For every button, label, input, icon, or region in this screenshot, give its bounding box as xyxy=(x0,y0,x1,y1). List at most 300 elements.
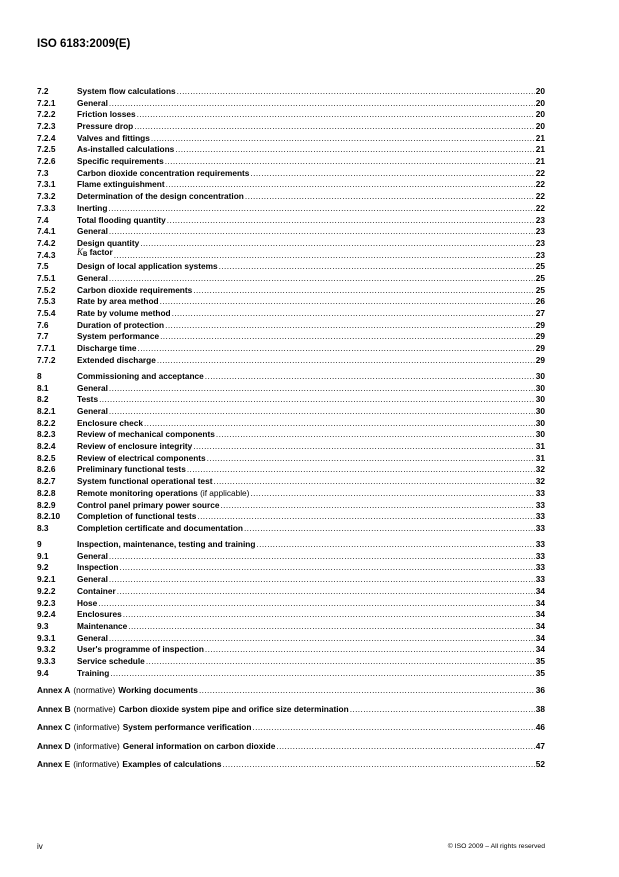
toc-leader-dots xyxy=(165,156,535,168)
annex-label: Annex B xyxy=(37,703,71,714)
toc-entry-page: 26 xyxy=(535,296,545,307)
toc-entry-number: 7.2.5 xyxy=(37,144,56,155)
toc-leader-dots xyxy=(109,574,535,586)
toc-leader-dots xyxy=(214,476,535,488)
toc-entry-page: 33 xyxy=(535,574,545,585)
toc-entry-number: 7.3.2 xyxy=(37,191,56,202)
annex-label: Annex C xyxy=(37,722,71,733)
toc-entry-title xyxy=(77,383,108,395)
toc-entry-number: 8.1 xyxy=(37,382,49,393)
toc-entry-title xyxy=(77,464,186,476)
toc-entry-number: 9.1 xyxy=(37,550,49,561)
annex-entry[interactable] xyxy=(37,703,545,715)
toc-entry-title-text: General xyxy=(77,632,108,643)
annex-type: (normative) xyxy=(73,685,116,696)
toc-entry[interactable] xyxy=(37,331,545,343)
toc-leader-dots xyxy=(146,656,535,668)
toc-entry-title xyxy=(77,429,215,441)
toc-entry-page: 30 xyxy=(535,382,545,393)
toc-entry-number: 8 xyxy=(37,370,42,381)
toc-entry[interactable] xyxy=(37,156,545,168)
toc-entry[interactable] xyxy=(37,488,545,500)
toc-leader-dots xyxy=(144,418,535,430)
toc-entry-number: 9.2.2 xyxy=(37,585,56,596)
table-of-contents xyxy=(37,86,545,777)
toc-entry-title-text: Discharge time xyxy=(77,343,137,354)
toc-entry-page: 30 xyxy=(535,406,545,417)
toc-leader-dots xyxy=(205,371,535,383)
toc-entry-number: 9.3.1 xyxy=(37,632,56,643)
toc-entry-number: 7.2.4 xyxy=(37,132,56,143)
toc-entry-page: 35 xyxy=(535,655,545,666)
toc-entry-title xyxy=(77,320,164,332)
toc-entry-page: 34 xyxy=(535,609,545,620)
toc-entry[interactable] xyxy=(37,586,545,598)
annex-title: Working documents xyxy=(118,685,198,696)
toc-entry[interactable] xyxy=(37,383,545,395)
toc-entry[interactable] xyxy=(37,246,545,262)
toc-entry[interactable] xyxy=(37,609,545,621)
toc-entry-title xyxy=(77,86,176,98)
toc-entry-title-text: Service schedule xyxy=(77,655,145,666)
toc-entry-page: 31 xyxy=(535,452,545,463)
toc-leader-dots xyxy=(99,394,535,406)
toc-entry[interactable] xyxy=(37,429,545,441)
toc-entry-number: 9.4 xyxy=(37,667,49,678)
toc-entry[interactable] xyxy=(37,453,545,465)
annex-title: System performance verification xyxy=(122,722,252,733)
toc-entry-page: 25 xyxy=(535,261,545,272)
toc-entry-title xyxy=(77,371,204,383)
toc-entry-title-text: Inspection xyxy=(77,562,119,573)
toc-leader-dots xyxy=(207,453,535,465)
toc-leader-dots xyxy=(108,203,534,215)
toc-entry[interactable] xyxy=(37,598,545,610)
toc-leader-dots xyxy=(350,703,535,715)
toc-entry-title xyxy=(77,273,108,285)
annex-entry[interactable] xyxy=(37,740,545,752)
toc-leader-dots xyxy=(137,109,535,121)
toc-entry-title xyxy=(77,523,243,535)
toc-leader-dots xyxy=(222,758,534,770)
toc-entry-title-text: General xyxy=(77,272,108,283)
toc-entry-title-text: Total flooding quantity xyxy=(77,214,166,225)
toc-entry-page: 20 xyxy=(535,85,545,96)
toc-entry-title-text: Extended discharge xyxy=(77,354,156,365)
toc-entry-number: 8.2.10 xyxy=(37,511,61,522)
toc-entry-page: 32 xyxy=(535,464,545,475)
toc-entry[interactable] xyxy=(37,355,545,367)
toc-entry[interactable] xyxy=(37,86,545,98)
toc-entry-title xyxy=(77,308,171,320)
toc-entry-number: 7.5 xyxy=(37,261,49,272)
toc-entry-title xyxy=(77,488,249,500)
toc-entry-page: 23 xyxy=(535,249,545,260)
toc-entry[interactable] xyxy=(37,320,545,332)
toc-entry-number: 7.7.1 xyxy=(37,343,56,354)
toc-entry-number: 9 xyxy=(37,539,42,550)
toc-entry-title-note: (if applicable) xyxy=(197,487,250,498)
annex-page: 36 xyxy=(535,685,545,696)
toc-entry[interactable] xyxy=(37,441,545,453)
toc-leader-dots xyxy=(114,250,535,262)
toc-entry-number: 9.2 xyxy=(37,562,49,573)
page-number: iv xyxy=(37,842,43,851)
toc-entry-page: 35 xyxy=(535,667,545,678)
toc-leader-dots xyxy=(193,285,535,297)
toc-entry-title xyxy=(77,644,204,656)
toc-entry-symbol-subscript: B xyxy=(83,251,88,258)
toc-entry[interactable] xyxy=(37,226,545,238)
toc-entry-page: 21 xyxy=(535,132,545,143)
toc-leader-dots xyxy=(109,633,535,645)
toc-leader-dots xyxy=(165,320,535,332)
toc-entry-page: 20 xyxy=(535,121,545,132)
annex-page: 52 xyxy=(535,759,545,770)
toc-entry-title-text: Inspection, maintenance, testing and training xyxy=(77,539,256,550)
toc-entry-title xyxy=(77,551,108,563)
toc-entry-page: 34 xyxy=(535,644,545,655)
toc-entry-title-text: General xyxy=(77,406,108,417)
toc-entry-title xyxy=(77,343,136,355)
toc-entry-title-text: Remote monitoring operations xyxy=(77,487,198,498)
toc-entry-page: 34 xyxy=(535,632,545,643)
toc-leader-dots xyxy=(250,488,534,500)
toc-entry-number: 9.3.3 xyxy=(37,655,56,666)
toc-entry-number: 8.2.2 xyxy=(37,417,56,428)
toc-entry-title xyxy=(77,511,196,523)
toc-leader-dots xyxy=(110,668,534,680)
toc-entry-page: 30 xyxy=(535,417,545,428)
toc-entry-title-text: General xyxy=(77,226,108,237)
toc-entry-number: 8.2.5 xyxy=(37,452,56,463)
toc-entry-page: 30 xyxy=(535,370,545,381)
toc-entry[interactable] xyxy=(37,500,545,512)
toc-entry-page: 34 xyxy=(535,585,545,596)
annex-type: (informative) xyxy=(73,740,120,751)
toc-entry-title-text: Pressure drop xyxy=(77,121,134,132)
toc-entry-title xyxy=(77,621,127,633)
toc-entry-page: 22 xyxy=(535,202,545,213)
toc-entry-title xyxy=(77,203,107,215)
annex-entry[interactable] xyxy=(37,758,545,770)
toc-entry-number: 8.2.8 xyxy=(37,487,56,498)
toc-entry-title-text: As-installed calculations xyxy=(77,144,175,155)
toc-entry-page: 29 xyxy=(535,354,545,365)
toc-entry[interactable] xyxy=(37,511,545,523)
toc-entry[interactable] xyxy=(37,656,545,668)
toc-entry[interactable] xyxy=(37,394,545,406)
toc-leader-dots xyxy=(172,308,535,320)
toc-leader-dots xyxy=(140,238,535,250)
toc-entry-title-text: Review of electrical components xyxy=(77,452,206,463)
toc-leader-dots xyxy=(120,562,535,574)
toc-leader-dots xyxy=(276,740,534,752)
toc-leader-dots xyxy=(220,500,534,512)
toc-entry-page: 22 xyxy=(535,167,545,178)
toc-leader-dots xyxy=(123,609,535,621)
toc-entry[interactable] xyxy=(37,418,545,430)
toc-leader-dots xyxy=(157,355,535,367)
toc-entry-page: 21 xyxy=(535,156,545,167)
toc-entry-page: 30 xyxy=(535,394,545,405)
toc-entry-title xyxy=(77,418,143,430)
toc-leader-dots xyxy=(197,511,534,523)
toc-entry-page: 29 xyxy=(535,343,545,354)
toc-entry-number: 7.5.2 xyxy=(37,284,56,295)
toc-entry-number: 8.3 xyxy=(37,522,49,533)
annex-label: Annex E xyxy=(37,759,71,770)
toc-entry[interactable] xyxy=(37,296,545,308)
annex-label: Annex A xyxy=(37,685,71,696)
toc-entry-title-text: Maintenance xyxy=(77,620,128,631)
toc-entry[interactable] xyxy=(37,215,545,227)
toc-entry-title xyxy=(77,453,206,465)
annex-page: 47 xyxy=(535,740,545,751)
toc-entry-page: 22 xyxy=(535,191,545,202)
toc-entry-page: 33 xyxy=(535,562,545,573)
toc-entry[interactable] xyxy=(37,644,545,656)
toc-entry[interactable] xyxy=(37,308,545,320)
toc-entry-number: 9.2.4 xyxy=(37,609,56,620)
toc-leader-dots xyxy=(117,586,535,598)
toc-entry-title-text: Inerting xyxy=(77,202,108,213)
toc-entry-number: 7.3 xyxy=(37,167,49,178)
toc-entry-page: 34 xyxy=(535,620,545,631)
toc-entry-page: 23 xyxy=(535,214,545,225)
toc-entry-title xyxy=(77,215,166,227)
toc-entry-number: 7.3.3 xyxy=(37,202,56,213)
toc-entry-number: 7.5.3 xyxy=(37,296,56,307)
toc-entry[interactable] xyxy=(37,551,545,563)
document-id: ISO 6183:2009(E) xyxy=(37,38,131,50)
toc-entry-page: 25 xyxy=(535,284,545,295)
copyright-notice: © ISO 2009 – All rights reserved xyxy=(447,843,545,850)
toc-entry-title xyxy=(77,98,108,110)
toc-entry-page: 33 xyxy=(535,522,545,533)
toc-entry-page: 22 xyxy=(535,179,545,190)
toc-entry-title-text: Training xyxy=(77,667,110,678)
toc-entry[interactable] xyxy=(37,574,545,586)
toc-leader-dots xyxy=(128,621,535,633)
toc-entry-title xyxy=(77,441,192,453)
toc-entry-title-text: System performance xyxy=(77,331,160,342)
toc-entry[interactable] xyxy=(37,285,545,297)
annex-page: 46 xyxy=(535,722,545,733)
toc-entry-title-text: factor xyxy=(87,246,113,257)
toc-leader-dots xyxy=(109,551,535,563)
toc-entry-title-text: Container xyxy=(77,585,116,596)
toc-entry-title xyxy=(77,668,109,680)
toc-entry-title xyxy=(77,133,150,145)
toc-entry-title-text: Enclosures xyxy=(77,609,122,620)
toc-entry-number: 8.2.3 xyxy=(37,429,56,440)
toc-entry-title xyxy=(77,179,165,191)
toc-entry[interactable] xyxy=(37,523,545,535)
toc-entry-number: 7.4 xyxy=(37,214,49,225)
toc-leader-dots xyxy=(137,343,534,355)
annex-page: 38 xyxy=(535,703,545,714)
toc-entry-title xyxy=(77,609,122,621)
toc-leader-dots xyxy=(134,121,535,133)
toc-entry-number: 7.2.2 xyxy=(37,109,56,120)
toc-entry-title xyxy=(77,574,108,586)
toc-entry-title-text: Design quantity xyxy=(77,237,140,248)
toc-entry-title-text: Completion certificate and documentation xyxy=(77,522,243,533)
toc-entry-page: 29 xyxy=(535,331,545,342)
toc-leader-dots xyxy=(175,144,534,156)
annex-type: (informative) xyxy=(73,722,120,733)
toc-entry[interactable] xyxy=(37,109,545,121)
toc-leader-dots xyxy=(98,598,534,610)
toc-entry-title-text: Review of mechanical components xyxy=(77,429,215,440)
toc-leader-dots xyxy=(109,226,535,238)
toc-entry-title xyxy=(77,331,159,343)
toc-entry-title-text: System flow calculations xyxy=(77,85,176,96)
annex-entry[interactable] xyxy=(37,684,545,696)
toc-entry-page: 33 xyxy=(535,550,545,561)
toc-entry-title-text: Valves and fittings xyxy=(77,132,150,143)
toc-entry[interactable] xyxy=(37,121,545,133)
toc-entry-title-text: Specific requirements xyxy=(77,156,164,167)
toc-entry-number: 8.2.6 xyxy=(37,464,56,475)
toc-entry[interactable] xyxy=(37,144,545,156)
toc-entry-title-text: Hose xyxy=(77,597,98,608)
toc-leader-dots xyxy=(160,296,535,308)
toc-entry-number: 7.4.3 xyxy=(37,249,56,260)
toc-leader-dots xyxy=(177,86,535,98)
toc-entry-title xyxy=(77,586,116,598)
toc-entry-title-text: Tests xyxy=(77,394,99,405)
toc-entry-number: 7.2.3 xyxy=(37,121,56,132)
toc-leader-dots xyxy=(166,179,535,191)
toc-entry-title-text: Carbon dioxide concentration requirements xyxy=(77,167,250,178)
toc-entry-title-text: Flame extinguishment xyxy=(77,179,165,190)
toc-entry-number: 9.2.1 xyxy=(37,574,56,585)
toc-entry-number: 7.7.2 xyxy=(37,354,56,365)
toc-entry-number: 7.4.1 xyxy=(37,226,56,237)
toc-entry-title-text: Design of local application systems xyxy=(77,261,218,272)
toc-entry-title xyxy=(77,191,244,203)
toc-entry-title-text: Preliminary functional tests xyxy=(77,464,186,475)
toc-entry-title-text: Determination of the design concentration xyxy=(77,191,244,202)
toc-entry-title-text: System functional operational test xyxy=(77,476,213,487)
toc-entry-number: 7.5.1 xyxy=(37,272,56,283)
toc-entry-number: 7.6 xyxy=(37,319,49,330)
toc-entry-title-text: Review of enclosure integrity xyxy=(77,441,193,452)
annex-type: (informative) xyxy=(73,759,120,770)
toc-leader-dots xyxy=(160,331,535,343)
toc-entry[interactable] xyxy=(37,633,545,645)
toc-entry-page: 34 xyxy=(535,597,545,608)
toc-leader-dots xyxy=(109,273,535,285)
toc-entry[interactable] xyxy=(37,180,545,192)
toc-leader-dots xyxy=(109,383,535,395)
toc-entry-page: 20 xyxy=(535,109,545,120)
toc-entry[interactable] xyxy=(37,465,545,477)
toc-entry-title xyxy=(77,476,213,488)
toc-leader-dots xyxy=(109,406,535,418)
toc-entry-page: 20 xyxy=(535,97,545,108)
toc-entry-title xyxy=(77,226,108,238)
toc-entry[interactable] xyxy=(37,273,545,285)
toc-entry[interactable] xyxy=(37,168,545,180)
toc-entry-title-text: Rate by volume method xyxy=(77,308,171,319)
toc-entry-page: 23 xyxy=(535,237,545,248)
toc-entry-title xyxy=(77,285,192,297)
toc-entry-title xyxy=(77,656,145,668)
toc-leader-dots xyxy=(109,98,535,110)
toc-entry-page: 33 xyxy=(535,539,545,550)
toc-entry-title-text: Control panel primary power source xyxy=(77,499,220,510)
toc-leader-dots xyxy=(245,191,535,203)
toc-leader-dots xyxy=(193,441,535,453)
annex-entry[interactable] xyxy=(37,721,545,733)
toc-entry[interactable] xyxy=(37,563,545,575)
toc-entry[interactable] xyxy=(37,668,545,680)
toc-leader-dots xyxy=(167,215,535,227)
toc-entry-page: 21 xyxy=(535,144,545,155)
toc-entry[interactable] xyxy=(37,261,545,273)
toc-entry-number: 7.7 xyxy=(37,331,49,342)
toc-entry-title-text: Friction losses xyxy=(77,109,136,120)
toc-entry-symbol: K xyxy=(77,246,84,257)
toc-entry-page: 23 xyxy=(535,226,545,237)
toc-entry[interactable] xyxy=(37,406,545,418)
toc-entry-title-text: General xyxy=(77,574,108,585)
toc-entry[interactable] xyxy=(37,191,545,203)
toc-leader-dots xyxy=(244,523,535,535)
toc-entry[interactable] xyxy=(37,539,545,551)
toc-entry[interactable] xyxy=(37,621,545,633)
toc-leader-dots xyxy=(250,168,534,180)
toc-leader-dots xyxy=(199,684,535,696)
toc-entry[interactable] xyxy=(37,98,545,110)
toc-entry-page: 29 xyxy=(535,319,545,330)
toc-entry-title-text: Enclosure check xyxy=(77,417,143,428)
toc-entry-title-text: Duration of protection xyxy=(77,319,165,330)
toc-entry-page: 33 xyxy=(535,511,545,522)
toc-entry-title xyxy=(77,168,249,180)
annex-title: Carbon dioxide system pipe and orifice size determination xyxy=(118,703,349,714)
toc-entry-title-text: General xyxy=(77,97,108,108)
toc-entry-number: 7.2.6 xyxy=(37,156,56,167)
toc-entry[interactable] xyxy=(37,476,545,488)
toc-entry-page: 32 xyxy=(535,476,545,487)
toc-entry[interactable] xyxy=(37,203,545,215)
toc-leader-dots xyxy=(219,261,535,273)
toc-entry[interactable] xyxy=(37,238,545,250)
annex-type: (normative) xyxy=(73,703,116,714)
toc-entry-title-text: Commissioning and acceptance xyxy=(77,370,204,381)
toc-leader-dots xyxy=(151,133,535,145)
toc-entry-number: 9.3 xyxy=(37,620,49,631)
toc-entry[interactable] xyxy=(37,343,545,355)
toc-entry[interactable] xyxy=(37,371,545,383)
toc-entry-page: 27 xyxy=(535,308,545,319)
toc-entry-title xyxy=(77,598,97,610)
annex-label: Annex D xyxy=(37,740,71,751)
toc-entry-title xyxy=(77,394,98,406)
toc-entry-number: 8.2 xyxy=(37,394,49,405)
toc-entry-title-text: General xyxy=(77,550,108,561)
toc-entry[interactable] xyxy=(37,133,545,145)
toc-entry-title xyxy=(77,261,218,273)
toc-entry-title xyxy=(77,296,159,308)
toc-entry-number: 8.2.1 xyxy=(37,406,56,417)
toc-entry-title xyxy=(77,109,136,121)
toc-entry-title-text: User's programme of inspection xyxy=(77,644,204,655)
